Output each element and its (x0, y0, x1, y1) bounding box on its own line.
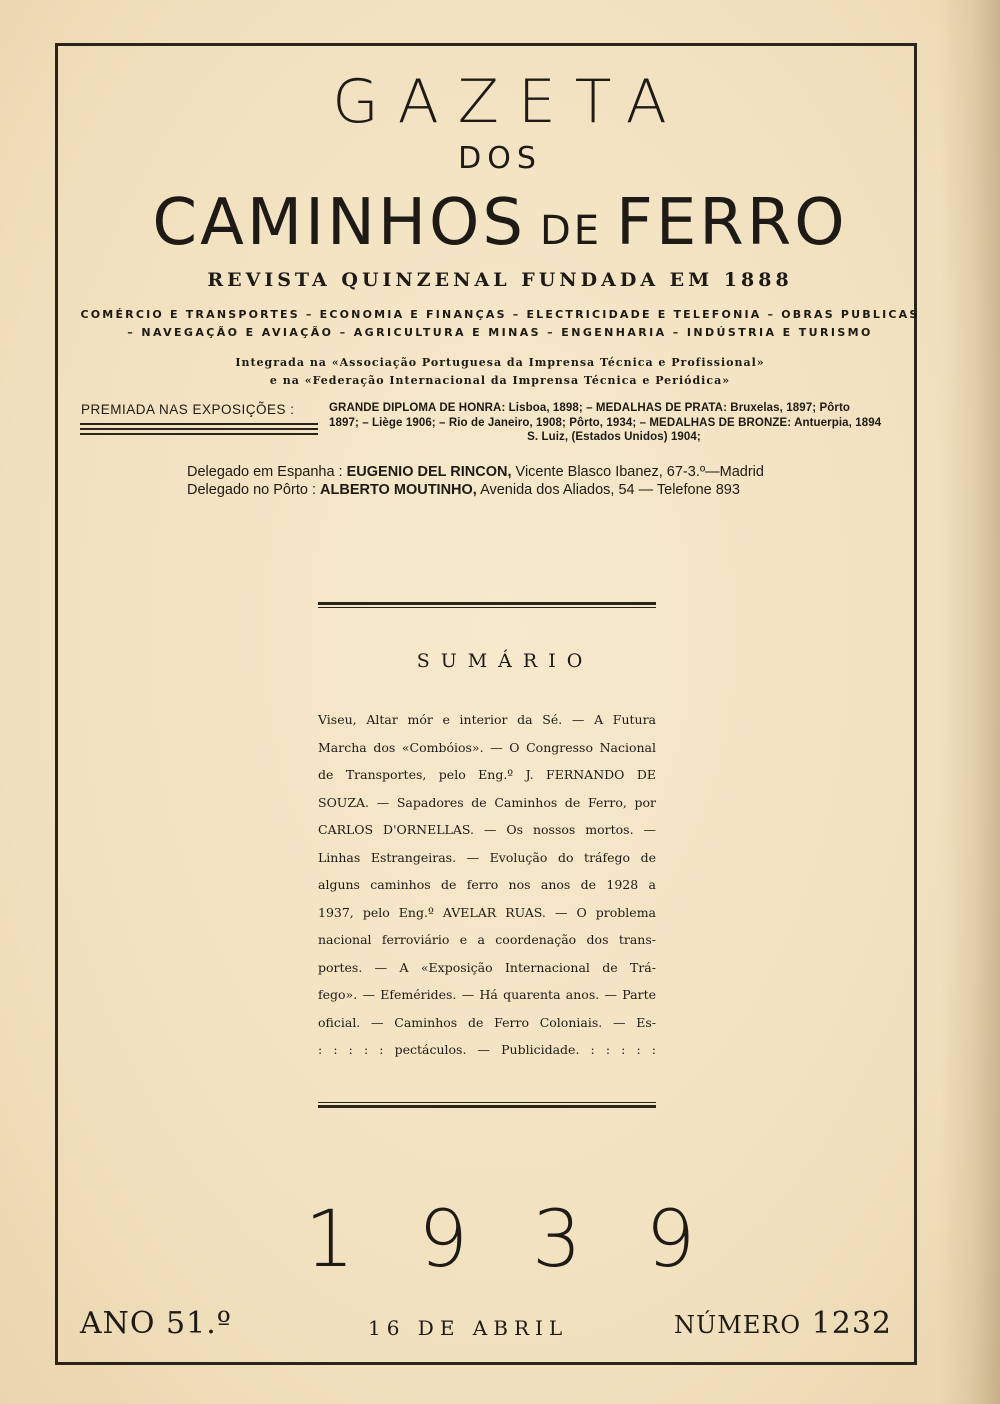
sumario-contents (318, 706, 656, 1064)
issue-footer (80, 1306, 892, 1346)
delegado-espanha (187, 463, 764, 481)
sumario-top-rule (318, 602, 656, 608)
masthead-title-dos: DOS (458, 141, 542, 176)
delegado-porto-label: Delegado no Pôrto : (187, 482, 316, 498)
delegado-espanha-address: Vicente Blasco Ibanez, 67-3.º—Madrid (515, 464, 764, 480)
sumario-line: 1937, pelo Eng.º AVELAR RUAS. — O problema (318, 904, 656, 920)
awards-line-1: GRANDE DIPLOMA DE HONRA: Lisboa, 1898; – MEDALHAS DE PRATA: Bruxelas, 1897; Pôrto (329, 402, 850, 414)
delegados-block (187, 463, 764, 499)
topics-line-1: COMÉRCIO E TRANSPORTES – ECONOMIA E FINANÇAS – ELECTRICIDADE E TELEFONIA – OBRAS PUBLICAS (80, 308, 920, 321)
awards-line-3: S. Luiz, (Estados Unidos) 1904; (527, 431, 701, 443)
issue-number-label: NÚMERO (674, 1311, 802, 1339)
topics-line-2: – NAVEGAÇÃO E AVIAÇÃO – AGRICULTURA E MINAS – ENGENHARIA – INDÚSTRIA E TURISMO (127, 326, 873, 339)
integrada-line-1: Integrada na «Associação Portuguesa da Imprensa Técnica e Profissional» (235, 356, 765, 369)
sumario-line: de Transportes, pelo Eng.º J. FERNANDO DE (318, 767, 656, 782)
delegado-porto-name: ALBERTO MOUTINHO, (320, 482, 477, 498)
issue-number-value: 1232 (811, 1306, 892, 1341)
issue-number (674, 1306, 892, 1341)
integrada-note (0, 354, 1000, 390)
rule-line (80, 433, 318, 435)
premiada-awards (329, 401, 899, 445)
masthead-title-caminhos-de-ferro (0, 185, 1000, 269)
sumario-line: Viseu, Altar mór e interior da Sé. — A Futura (318, 712, 656, 727)
sumario-line: : : : : : pectáculos. — Publicidade. : : : : : (318, 1042, 656, 1057)
masthead-word-caminhos: CAMINHOS (152, 186, 526, 260)
sumario-line: oficial. — Caminhos de Ferro Coloniais. — Es- (318, 1014, 656, 1030)
masthead-subtitle: REVISTA QUINZENAL FUNDADA EM 1888 (207, 269, 793, 291)
delegado-espanha-name: EUGENIO DEL RINCON, (346, 464, 512, 480)
sumario-line: CARLOS D'ORNELLAS. — Os nossos mortos. — (318, 822, 656, 837)
masthead-word-de: DE (539, 208, 603, 254)
sumario-line: Linhas Estrangeiras. — Evolução do tráfego de (318, 849, 656, 865)
issue-date: 16 DE ABRIL (368, 1316, 569, 1340)
issue-volume: ANO 51.º (80, 1306, 232, 1341)
premiada-label: PREMIADA NAS EXPOSIÇÕES : (81, 402, 295, 417)
awards-line-2: 1897; – Liège 1906; – Rio de Janeiro, 1908; Pôrto, 1934; – MEDALHAS DE BRONZE: Antuerpia, 1894 (329, 416, 882, 429)
masthead-word-ferro: FERRO (616, 186, 848, 260)
sumario-line: portes. — A «Exposição Internacional de Trá- (318, 959, 656, 975)
rule-line (80, 423, 318, 425)
sumario-line: Marcha dos «Combóios». — O Congresso Nacional (318, 739, 656, 755)
integrada-line-2: e na «Federação Internacional da Imprensa Técnica e Periódica» (269, 374, 731, 387)
sumario-line: nacional ferroviário e a coordenação dos trans- (318, 932, 656, 947)
sumario-bottom-rule (318, 1102, 656, 1108)
delegado-porto (187, 481, 764, 499)
delegado-porto-address: Avenida dos Aliados, 54 — Telefone 893 (480, 482, 740, 498)
sumario-line: fego». — Efemérides. — Há quarenta anos. — Parte (318, 987, 656, 1002)
masthead-title-gazeta: GAZETA (332, 67, 686, 137)
rule-line (80, 428, 318, 430)
sumario-heading: SUMÁRIO (416, 650, 594, 672)
delegado-espanha-label: Delegado em Espanha : (187, 464, 343, 480)
sumario-line: alguns caminhos de ferro nos anos de 1928 a (318, 877, 656, 892)
premiada-rules (80, 423, 318, 438)
sumario-line: SOUZA. — Sapadores de Caminhos de Ferro, por (318, 794, 656, 810)
issue-year: 1939 (304, 1195, 760, 1285)
